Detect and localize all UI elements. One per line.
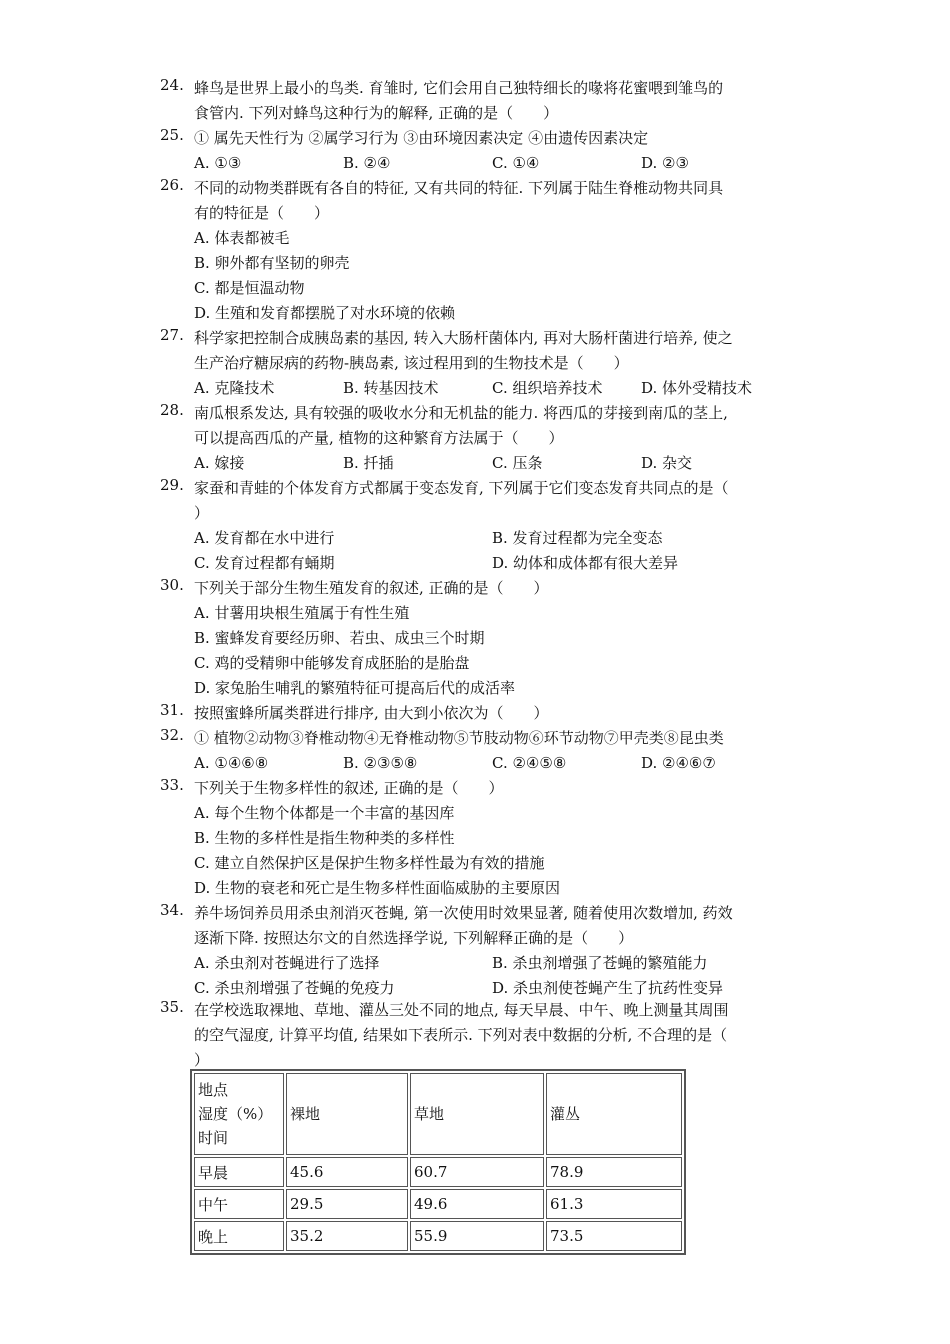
- question-stem-line: 科学家把控制合成胰岛素的基因, 转入大肠杆菌体内, 再对大肠杆菌进行培养, 使之: [194, 329, 733, 347]
- options-row: [194, 151, 790, 176]
- table-cell: 49.6: [410, 1189, 544, 1219]
- option-d: D. 杂交: [641, 454, 693, 472]
- table-cell: 73.5: [546, 1221, 682, 1251]
- option-b: B. 发育过程都为完全变态: [492, 529, 663, 547]
- question-35: [160, 998, 790, 1073]
- table-cell: 35.2: [286, 1221, 408, 1251]
- option-a: A. 克隆技术: [194, 379, 275, 397]
- option-a: A. 嫁接: [194, 454, 245, 472]
- option-c: C. 建立自然保护区是保护生物多样性最为有效的措施: [194, 854, 545, 872]
- table-cell: 78.9: [546, 1157, 682, 1187]
- option-d: D. 杀虫剂使苍蝇产生了抗药性变异: [492, 979, 724, 997]
- question-stem-line: 南瓜根系发达, 具有较强的吸收水分和无机盐的能力. 将西瓜的芽接到南瓜的茎上,: [194, 404, 728, 422]
- question-stem-line: 家蚕和青蛙的个体发育方式都属于变态发育, 下列属于它们变态发育共同点的是（: [194, 479, 729, 497]
- question-stem-line: 下列关于生物多样性的叙述, 正确的是（ ）: [194, 779, 504, 797]
- question-31: [160, 701, 790, 726]
- option-a: A. 杀虫剂对苍蝇进行了选择: [194, 954, 380, 972]
- corner-label-time: 时间: [198, 1129, 229, 1147]
- option-d: D. ②③: [641, 154, 689, 172]
- question-stem-line: ① 植物②动物③脊椎动物④无脊椎动物⑤节肢动物⑥环节动物⑦甲壳类⑧昆虫类: [194, 729, 724, 747]
- question-number: 32.: [160, 726, 184, 744]
- question-number: 26.: [160, 176, 184, 194]
- option-b: B. 扦插: [343, 454, 394, 472]
- option-b: B. ②④: [343, 154, 391, 172]
- options-row: [194, 751, 790, 776]
- column-header: 灌丛: [546, 1073, 682, 1155]
- question-stem-line: 食管内. 下列对蜂鸟这种行为的解释, 正确的是（ ）: [194, 104, 559, 122]
- table-cell: 60.7: [410, 1157, 544, 1187]
- option-d: D. 幼体和成体都有很大差异: [492, 554, 679, 572]
- option-c: C. 杀虫剂增强了苍蝇的免疫力: [194, 979, 395, 997]
- column-header: 裸地: [286, 1073, 408, 1155]
- question-number: 29.: [160, 476, 184, 494]
- corner-label-location: 地点: [198, 1081, 229, 1099]
- option-a: A. ①③: [194, 154, 242, 172]
- question-33: [160, 776, 790, 901]
- question-stem-line: 的空气湿度, 计算平均值, 结果如下表所示. 下列对表中数据的分析, 不合理的是（: [194, 1026, 728, 1044]
- question-25: [160, 126, 790, 176]
- question-stem-line: 可以提高西瓜的产量, 植物的这种繁育方法属于（ ）: [194, 429, 564, 447]
- question-number: 28.: [160, 401, 184, 419]
- question-number: 24.: [160, 76, 184, 94]
- table-cell: 61.3: [546, 1189, 682, 1219]
- option-c: C. ①④: [492, 154, 540, 172]
- table-header-row: [194, 1073, 682, 1155]
- question-stem-line: ① 属先天性行为 ②属学习行为 ③由环境因素决定 ④由遗传因素决定: [194, 129, 649, 147]
- question-28: [160, 401, 790, 476]
- option-d: D. 生殖和发育都摆脱了对水环境的依赖: [194, 304, 456, 322]
- question-24: [160, 76, 790, 126]
- option-b: B. 蜜蜂发育要经历卵、若虫、成虫三个时期: [194, 629, 485, 647]
- question-30: [160, 576, 790, 701]
- option-c: C. ②④⑤⑧: [492, 754, 567, 772]
- table-cell: 45.6: [286, 1157, 408, 1187]
- question-stem-line: 按照蜜蜂所属类群进行排序, 由大到小依次为（ ）: [194, 704, 549, 722]
- question-stem-line: ）: [194, 1051, 210, 1069]
- option-b: B. 卵外都有坚韧的卵壳: [194, 254, 350, 272]
- option-c: C. 压条: [492, 454, 543, 472]
- question-27: [160, 326, 790, 401]
- table-cell: 55.9: [410, 1221, 544, 1251]
- question-number: 33.: [160, 776, 184, 794]
- options-row: [194, 376, 790, 401]
- options-row: [194, 451, 790, 476]
- table-row: [194, 1189, 682, 1219]
- option-d: D. 生物的衰老和死亡是生物多样性面临威胁的主要原因: [194, 879, 561, 897]
- question-number: 31.: [160, 701, 184, 719]
- question-34: [160, 901, 790, 1001]
- question-stem-line: 有的特征是（ ）: [194, 204, 330, 222]
- option-a: A. 每个生物个体都是一个丰富的基因库: [194, 804, 455, 822]
- option-d: D. 体外受精技术: [641, 379, 753, 397]
- question-stem-line: 不同的动物类群既有各自的特征, 又有共同的特征. 下列属于陆生脊椎动物共同具: [194, 179, 724, 197]
- table-cell: 29.5: [286, 1189, 408, 1219]
- question-stem-line: 蜂鸟是世界上最小的鸟类. 育雏时, 它们会用自己独特细长的喙将花蜜喂到雏鸟的: [194, 79, 724, 97]
- question-stem-line: 养牛场饲养员用杀虫剂消灭苍蝇, 第一次使用时效果显著, 随着使用次数增加, 药效: [194, 904, 733, 922]
- question-stem-line: 生产治疗糖尿病的药物-胰岛素, 该过程用到的生物技术是（ ）: [194, 354, 629, 372]
- option-b: B. 杀虫剂增强了苍蝇的繁殖能力: [492, 954, 708, 972]
- option-a: A. 发育都在水中进行: [194, 529, 335, 547]
- question-29: [160, 476, 790, 576]
- question-stem-line: ）: [194, 504, 210, 522]
- question-26: [160, 176, 790, 326]
- question-32: [160, 726, 790, 776]
- question-number: 30.: [160, 576, 184, 594]
- question-stem-line: 在学校选取裸地、草地、灌丛三处不同的地点, 每天早晨、中午、晚上测量其周围: [194, 1001, 729, 1019]
- option-c: C. 发育过程都有蛹期: [194, 554, 335, 572]
- option-b: B. 生物的多样性是指生物种类的多样性: [194, 829, 455, 847]
- question-number: 25.: [160, 126, 184, 144]
- corner-label-humidity: 湿度（%）: [198, 1105, 273, 1123]
- option-a: A. 甘薯用块根生殖属于有性生殖: [194, 604, 410, 622]
- row-label: 中午: [194, 1189, 284, 1219]
- option-d: D. 家兔胎生哺乳的繁殖特征可提高后代的成活率: [194, 679, 516, 697]
- option-a: A. 体表都被毛: [194, 229, 290, 247]
- table-row: [194, 1221, 682, 1251]
- question-stem-line: 逐渐下降. 按照达尔文的自然选择学说, 下列解释正确的是（ ）: [194, 929, 634, 947]
- humidity-table: [190, 1069, 686, 1255]
- column-header: 草地: [410, 1073, 544, 1155]
- option-b: B. ②③⑤⑧: [343, 754, 418, 772]
- question-number: 34.: [160, 901, 184, 919]
- table-row: [194, 1157, 682, 1187]
- options-row: [194, 526, 790, 551]
- question-stem-line: 下列关于部分生物生殖发育的叙述, 正确的是（ ）: [194, 579, 549, 597]
- option-c: C. 组织培养技术: [492, 379, 603, 397]
- question-number: 27.: [160, 326, 184, 344]
- option-c: C. 鸡的受精卵中能够发育成胚胎的是胎盘: [194, 654, 470, 672]
- table-corner-cell: [194, 1073, 284, 1155]
- option-a: A. ①④⑥⑧: [194, 754, 269, 772]
- question-number: 35.: [160, 998, 184, 1016]
- option-b: B. 转基因技术: [343, 379, 439, 397]
- option-d: D. ②④⑥⑦: [641, 754, 716, 772]
- option-c: C. 都是恒温动物: [194, 279, 305, 297]
- row-label: 早晨: [194, 1157, 284, 1187]
- options-row: [194, 551, 790, 576]
- row-label: 晚上: [194, 1221, 284, 1251]
- options-row: [194, 951, 790, 976]
